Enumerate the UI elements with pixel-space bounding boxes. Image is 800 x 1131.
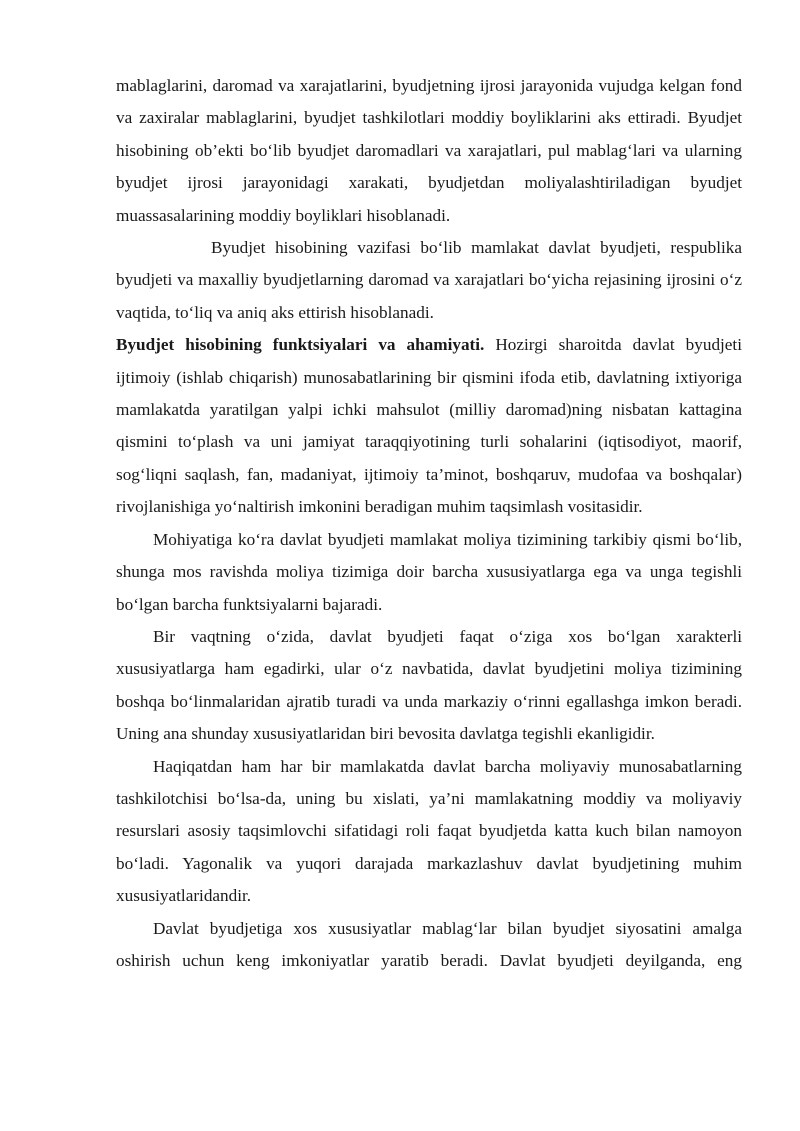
paragraph-7: Davlat byudjetiga xos xususiyatlar mablag‘lar bilan byudjet siyosatini amalga oshirish uchun keng imkoniyatlar yaratib beradi. Davlat byudjeti deyilganda, eng bbox=[116, 918, 742, 970]
section-heading: Byudjet hisobining funktsiyalari va ahamiyati. bbox=[116, 335, 485, 355]
paragraph-1: mablaglarini, daromad va xarajatlarini, byudjetning ijrosi jarayonida vujudga kelgan fond va zaxiralar mablaglarini, byudjet tashkilotlari moddiy boyliklarini aks ettiradi. Byudjet hisobining ob’ekti bo‘lib byudjet daromadlari va xarajatlari, pul mablag‘lari va ularning byudjet ijrosi jarayonidagi xarakati, byudjetdan moliyalashtiriladigan byudjet muassasalarining moddiy boyliklari hisoblanadi. bbox=[116, 76, 742, 225]
paragraph-5: Bir vaqtning o‘zida, davlat byudjeti faqat o‘ziga xos bo‘lgan xarakterli xususiyatlarga ham egadirki, ular o‘z navbatida, davlat byudjetini moliya tizimining boshqa bo‘linmalaridan ajratib turadi va unda markaziy o‘rinni egallashga imkon beradi. Uning ana shunday xususiyatlaridan biri bevosita davlatga tegishli ekanligidir. bbox=[116, 626, 742, 744]
paragraph-2: Byudjet hisobining vazifasi bo‘lib mamlakat davlat byudjeti, respublika byudjeti va maxalliy byudjetlarning daromad va xarajatlari bo‘yicha rejasining ijrosini o‘z vaqtida, to‘liq va aniq aks ettirish hisoblanadi. bbox=[116, 238, 742, 322]
paragraph-6: Haqiqatdan ham har bir mamlakatda davlat barcha moliyaviy munosabatlarning tashkilotchisi bo‘lsa-da, uning bu xislati, ya’ni mamlakatning moddiy va moliyaviy resurslari asosiy taqsimlovchi sifatidagi roli faqat byudjetda katta kuch bilan namoyon bo‘ladi. Yagonalik va yuqori darajada markazlashuv davlat byudjetining muhim xususiyatlaridandir. bbox=[116, 756, 742, 906]
paragraph-3-text: Hozirgi sharoitda davlat byudjeti ijtimoiy (ishlab chiqarish) munosabatlarining bir qismini ifoda etib, davlatning ixtiyoriga mamlakatda yaratilgan yalpi ichki mahsulot (milliy daromad)ning nisbatan kattagina qismini to‘plash va uni jamiyat taraqqiyotining turli sohalarini (iqtisodiyot, maorif, sog‘liqni saqlash, fan, madaniyat, ijtimoiy ta’minot, boshqaruv, mudofaa va boshqalar) rivojlanishiga yo‘naltirish imkonini beradigan muhim taqsimlash vositasidir. bbox=[116, 335, 742, 517]
paragraph-3 bbox=[116, 329, 742, 523]
paragraph-4: Mohiyatiga ko‘ra davlat byudjeti mamlakat moliya tizimining tarkibiy qismi bo‘lib, shunga mos ravishda moliya tizimiga doir barcha xususiyatlarga ega va unga tegishli bo‘lgan barcha funktsiyalarni bajaradi. bbox=[116, 529, 742, 614]
document-page bbox=[116, 70, 742, 977]
